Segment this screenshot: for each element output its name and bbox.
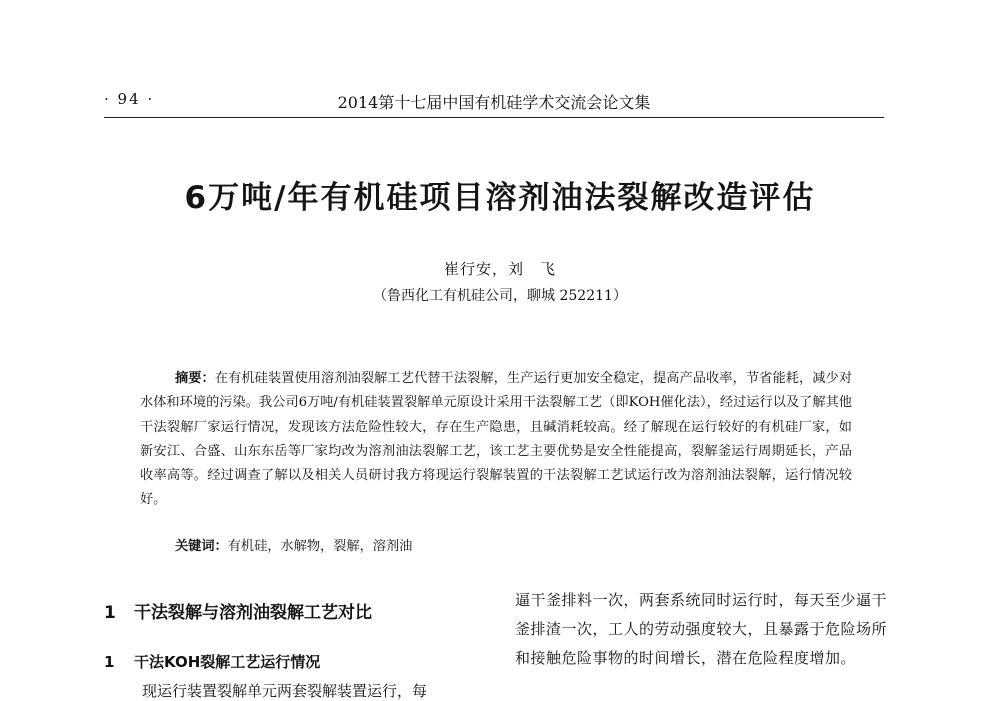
page-number: · 94 · (104, 90, 155, 108)
section-heading (104, 598, 372, 623)
keywords-label: 关键词： (175, 539, 228, 554)
section-number: 1 (104, 603, 116, 623)
journal-title: 2014第十七届中国有机硅学术交流会论文集 (337, 93, 651, 112)
right-column (515, 586, 890, 673)
keywords-text: 有机硅，水解物，裂解，溶剂油 (227, 539, 413, 554)
right-body-text: 逼干釜排料一次，两套系统同时运行时，每天至少逼干釜排渣一次，工人的劳动强度较大，且暴露于危险场所和接触危险事物的时间增长，潜在危险程度增加。 (515, 591, 888, 667)
authors: 崔行安，刘 飞 (443, 260, 556, 278)
left-body-text: 现运行装置裂解单元两套裂解装置运行，每 (142, 682, 428, 700)
header-rule (104, 117, 884, 118)
subsection-heading (104, 651, 320, 672)
paper-title: 6万吨/年有机硅项目溶剂油法裂解改造评估 (184, 180, 816, 216)
abstract-paragraph (140, 367, 852, 513)
running-header (104, 90, 884, 114)
section-title: 干法裂解与溶剂油裂解工艺对比 (134, 603, 372, 623)
affiliation: （鲁西化工有机硅公司，聊城 252211） (373, 288, 627, 304)
keywords (175, 535, 412, 554)
abstract-text: 在有机硅装置使用溶剂油裂解工艺代替干法裂解，生产运行更加安全稳定，提高产品收率，节省能耗，减少对水体和环境的污染。我公司6万吨/有机硅装置裂解单元原设计采用干法裂解工艺（即KOH催化法），经过运行以及了解其他干法裂解厂家运行情况，发现该方法危险性较大，存在生产隐患，且碱消耗较高。经了解现在运行较好的有机硅厂家，如新安江、合盛、山东东岳等厂家均改为溶剂油法裂解工艺，该工艺主要优势是安全性能提高，裂解釜运行周期延长，产品收率高等。经过调查了解以及相关人员研讨我方将现运行裂解装置的干法裂解工艺试运行改为溶剂油法裂解，运行情况较好。 (140, 371, 853, 508)
abstract-label: 摘要： (175, 371, 215, 386)
abstract (140, 367, 852, 513)
subsection-title: 干法KOH裂解工艺运行情况 (134, 653, 321, 671)
subsection-number: 1 (104, 653, 115, 671)
